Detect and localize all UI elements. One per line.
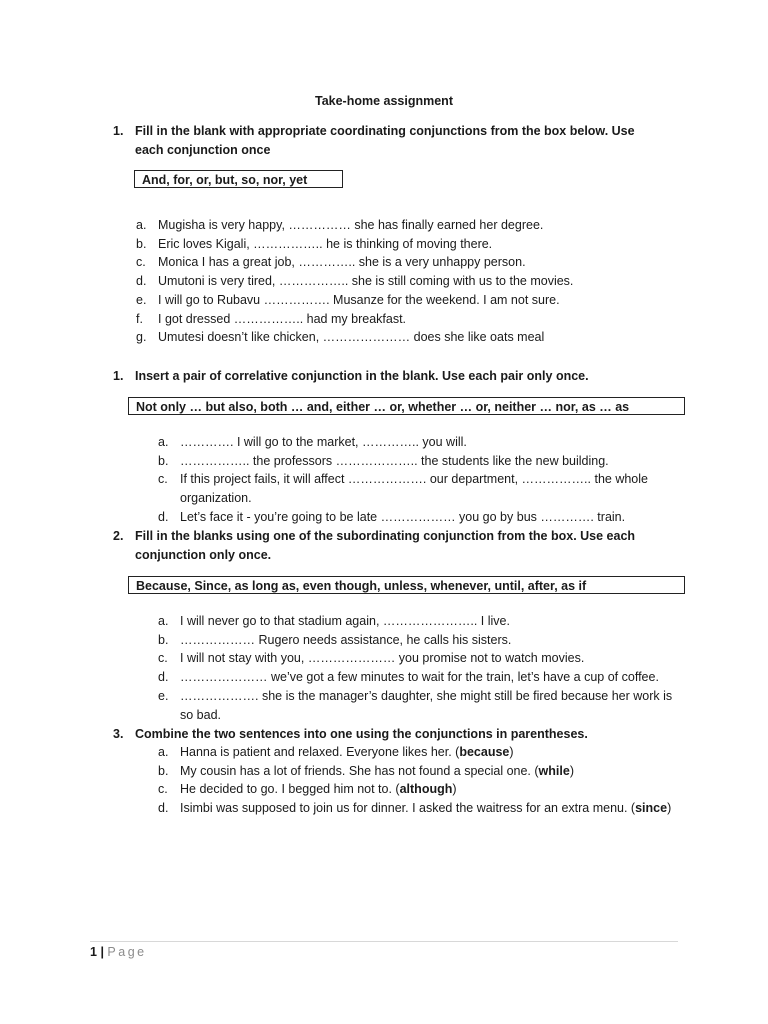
item-marker: a.	[158, 614, 169, 628]
item-marker: a.	[136, 218, 147, 232]
list-item	[136, 291, 696, 310]
list-item	[158, 470, 678, 507]
item-text: Eric loves Kigali, …………….. he is thinking of moving there.	[158, 236, 493, 251]
item-text: ……………… Rugero needs assistance, he calls his sisters.	[180, 632, 512, 647]
item-text: My cousin has a lot of friends. She has not found a special one. (	[180, 763, 539, 778]
question-number: 1.	[113, 369, 124, 383]
list-item	[136, 235, 696, 254]
page-label: Page	[107, 945, 147, 959]
list-item	[158, 780, 698, 799]
item-text: ………………… we’ve got a few minutes to wait for the train, let’s have a cup of coffee.	[180, 670, 659, 685]
item-keyword: because	[459, 745, 510, 759]
list-item	[136, 216, 696, 235]
item-text: If this project fails, it will affect ………………. our department, …………….. the whole organization.	[180, 472, 648, 506]
item-marker: g.	[136, 330, 147, 345]
item-text: He decided to go. I begged him not to. (	[180, 782, 400, 797]
question-4-items	[158, 743, 698, 818]
question-number: 1.	[113, 124, 124, 138]
item-keyword: although	[399, 782, 453, 797]
question-number: 2.	[113, 529, 124, 543]
item-keyword: since	[635, 801, 668, 816]
item-marker: c.	[136, 255, 146, 270]
question-3-instruction	[113, 527, 653, 565]
list-item	[158, 452, 678, 471]
list-item	[136, 253, 696, 272]
question-3-items	[158, 612, 678, 724]
item-marker: e.	[158, 688, 169, 703]
list-item	[158, 743, 698, 762]
item-marker: a.	[158, 435, 169, 449]
item-close: )	[569, 763, 574, 778]
item-marker: b.	[136, 236, 147, 251]
item-marker: d.	[158, 801, 169, 816]
item-marker: b.	[158, 763, 169, 778]
list-item	[158, 799, 698, 818]
list-item	[158, 762, 698, 781]
question-2-items	[158, 433, 678, 527]
list-item	[158, 668, 678, 687]
item-close: )	[667, 801, 672, 816]
list-item	[158, 687, 678, 724]
item-marker: e.	[136, 292, 147, 307]
list-item	[158, 649, 678, 668]
item-text: Hanna is patient and relaxed. Everyone likes her. (	[180, 745, 460, 759]
list-item	[136, 272, 696, 291]
page-footer	[90, 941, 678, 959]
word-box: Because, Since, as long as, even though, unless, whenever, until, after, as if	[128, 576, 685, 594]
item-close: )	[452, 782, 457, 797]
item-text: …………….. the professors ……………….. the students like the new building.	[180, 453, 609, 468]
page-title: Take-home assignment	[314, 94, 453, 108]
item-marker: c.	[158, 472, 168, 487]
item-marker: c.	[158, 782, 168, 797]
item-text: Umutesi doesn’t like chicken, ………………… does she like oats meal	[158, 330, 545, 345]
question-1-instruction	[113, 122, 653, 160]
item-keyword: while	[538, 763, 570, 778]
list-item	[158, 612, 678, 631]
list-item	[158, 433, 678, 452]
list-item	[158, 631, 678, 650]
question-1-items	[136, 216, 696, 347]
item-text: I will go to Rubavu ……………. Musanze for the weekend. I am not sure.	[158, 292, 560, 307]
item-marker: d.	[158, 670, 169, 685]
question-text: Insert a pair of correlative conjunction in the blank. Use each pair only once.	[135, 369, 589, 383]
list-item	[158, 508, 678, 527]
question-4-instruction	[113, 725, 653, 744]
item-text: Mugisha is very happy, …………… she has finally earned her degree.	[158, 218, 544, 232]
item-text: I will never go to that stadium again, ………………….. I live.	[180, 614, 510, 628]
item-marker: f.	[136, 311, 143, 326]
word-box: Not only … but also, both … and, either … or, whether … or, neither … nor, as … as	[128, 397, 685, 415]
item-text: Umutoni is very tired, …………….. she is still coming with us to the movies.	[158, 274, 574, 289]
item-text: ………………. she is the manager’s daughter, she might still be fired because her work is so bad.	[180, 688, 673, 722]
question-text: Combine the two sentences into one using the conjunctions in parentheses.	[135, 727, 588, 741]
item-marker: d.	[136, 274, 147, 289]
question-text: Fill in the blanks using one of the subordinating conjunction from the box. Use each conjunction only once.	[135, 529, 636, 562]
item-close: )	[509, 745, 514, 759]
item-marker: b.	[158, 453, 169, 468]
page-number: 1	[90, 945, 97, 959]
item-marker: b.	[158, 632, 169, 647]
question-number: 3.	[113, 727, 124, 741]
word-box: And, for, or, but, so, nor, yet	[134, 170, 343, 188]
item-marker: d.	[158, 509, 169, 524]
list-item	[136, 310, 696, 329]
item-text: I got dressed …………….. had my breakfast.	[158, 311, 407, 326]
item-text: Monica I has a great job, ………….. she is a very unhappy person.	[158, 255, 526, 270]
list-item	[136, 328, 696, 347]
item-text: Isimbi was supposed to join us for dinner. I asked the waitress for an extra menu. (	[180, 801, 636, 816]
item-text: I will not stay with you, ………………… you promise not to watch movies.	[180, 651, 585, 666]
question-2-instruction	[113, 367, 653, 386]
page-indicator	[90, 945, 147, 959]
question-text: Fill in the blank with appropriate coordinating conjunctions from the box below. Use each conjunction once	[135, 124, 635, 157]
item-marker: c.	[158, 651, 168, 666]
item-text: …………. I will go to the market, ………….. you will.	[180, 435, 467, 449]
item-marker: a.	[158, 745, 169, 759]
item-text: Let’s face it - you’re going to be late ……………… you go by bus …………. train.	[180, 509, 626, 524]
page-separator: |	[100, 945, 104, 959]
